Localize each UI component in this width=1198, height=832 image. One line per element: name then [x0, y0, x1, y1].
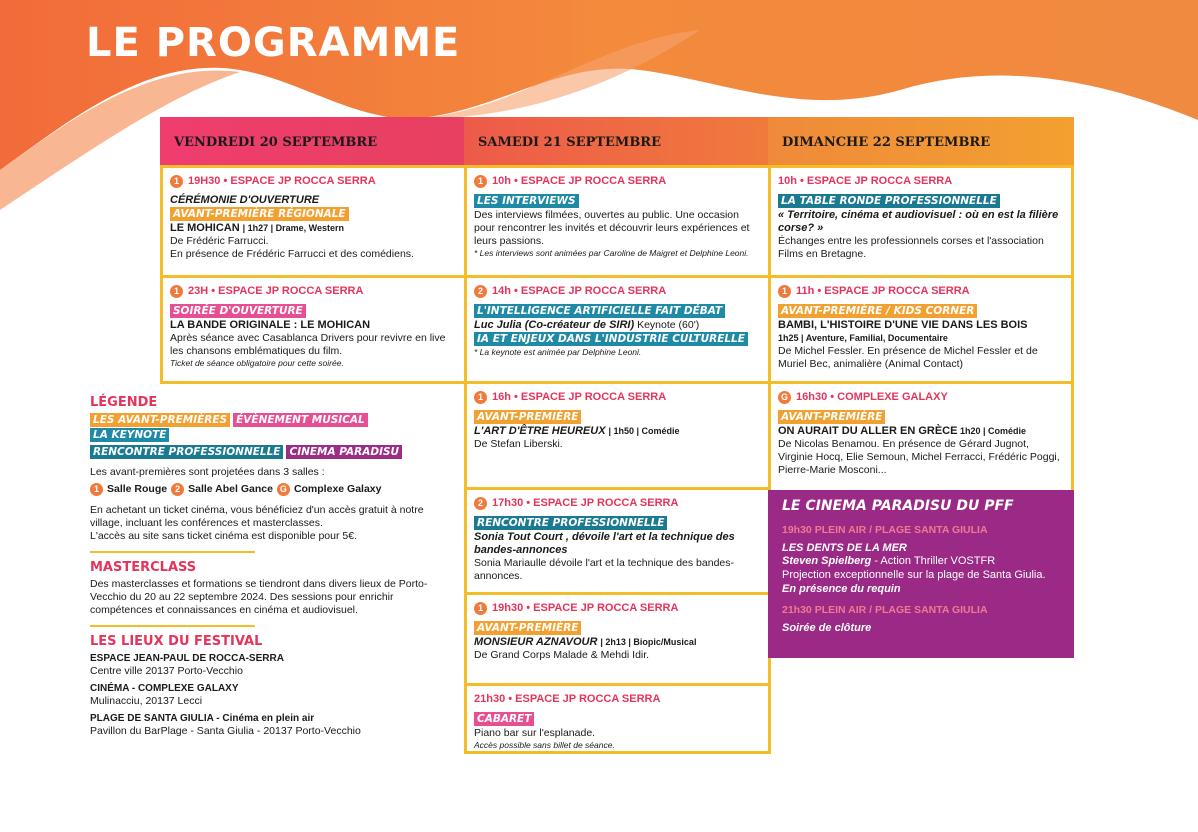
tag-avant-premiere: AVANT-PREMIÈRE — [778, 410, 885, 424]
tag-evenement-musical: CABARET — [474, 712, 534, 726]
salle-badge: 1 — [170, 285, 183, 298]
page-title: LE PROGRAMME — [86, 20, 461, 66]
salle-badge: 1 — [778, 285, 791, 298]
film-meta: 1h25 | Aventure, Familial, Documentaire — [778, 333, 948, 343]
event-sat-10h — [464, 165, 771, 278]
event-sat-2130 — [464, 683, 771, 754]
event-slot: 17h30 • ESPACE JP ROCCA SERRA — [492, 497, 679, 509]
tag-avant-premiere: AVANT-PREMIÈRE / KIDS CORNER — [778, 304, 977, 318]
salle-badge: 1 — [170, 175, 183, 188]
legend-tag-evenement-musical: ÉVÈNEMENT MUSICAL — [233, 413, 368, 427]
tag-avant-premiere: AVANT-PREMIÈRE — [474, 410, 581, 424]
salle-1-badge: 1 — [90, 483, 103, 496]
event-slot: 10h • ESPACE JP ROCCA SERRA — [492, 175, 667, 187]
event-slot: 21h30 • ESPACE JP ROCCA SERRA — [474, 693, 661, 705]
event-fri-1930 — [160, 165, 467, 278]
event-credit: De Frédéric Farrucci. — [170, 235, 269, 247]
event-slot: 19H30 • ESPACE JP ROCCA SERRA — [188, 175, 376, 187]
tag-evenement-musical: SOIRÉE D'OUVERTURE — [170, 304, 306, 318]
venue-name: CINÉMA - COMPLEXE GALAXY — [90, 683, 239, 694]
event-sat-16h — [464, 381, 771, 490]
paradisu-title: LE CINEMA PARADISU DU PFF — [782, 498, 1014, 514]
legend-tag-paradisu: CINEMA PARADISU — [286, 445, 402, 459]
event-sat-14h — [464, 275, 771, 384]
event-quote: « Territoire, cinéma et audiovisuel : où en est la filière corse? » — [778, 209, 1059, 234]
event-slot: 14h • ESPACE JP ROCCA SERRA — [492, 285, 667, 297]
paradisu-closing: Soirée de clôture — [782, 622, 872, 634]
event-sun-11h — [768, 275, 1074, 384]
event-text: De Michel Fessler. En présence de Michel Fessler et de Muriel Bec, animalière (Animal Contact) — [778, 345, 1038, 370]
event-slot: 23H • ESPACE JP ROCCA SERRA — [188, 285, 364, 297]
tag-keynote: IA ET ENJEUX DANS L'INDUSTRIE CULTURELLE — [474, 332, 748, 346]
event-slot: 16h30 • COMPLEXE GALAXY — [796, 391, 948, 403]
event-slot: 10h • ESPACE JP ROCCA SERRA — [778, 175, 953, 187]
salle-badge: 2 — [474, 497, 487, 510]
salle-badge: 1 — [474, 175, 487, 188]
paradisu-director: Steven Spielberg — [782, 555, 872, 567]
event-note: Accès possible sans billet de séance. — [474, 740, 615, 750]
venue-name: PLAGE DE SANTA GIULIA — [90, 713, 214, 724]
event-sat-1730 — [464, 487, 771, 595]
event-slot: 19h30 • ESPACE JP ROCCA SERRA — [492, 602, 679, 614]
speaker: Luc Julia (Co-créateur de SIRI) — [474, 319, 635, 331]
event-note: Ticket de séance obligatoire pour cette soirée. — [170, 358, 344, 368]
day-header-friday: VENDREDI 20 SEPTEMBRE — [160, 117, 464, 165]
venue-name: ESPACE JEAN-PAUL DE ROCCA-SERRA — [90, 653, 284, 664]
salle-badge: 1 — [474, 391, 487, 404]
paradisu-slot: 21h30 PLEIN AIR / PLAGE SANTA GIULIA — [782, 604, 988, 616]
salle-2-badge: 2 — [171, 483, 184, 496]
paradisu-text: Projection exceptionnelle sur la plage de Santa Giulia. — [782, 569, 1046, 581]
ticket-text: En achetant un ticket cinéma, vous bénéficiez d'un accès gratuit à notre village, incluant les conférences et masterclasses. — [90, 504, 424, 529]
event-text: Après séance avec Casablanca Drivers pour revivre en live les chansons emblématiques du film. — [170, 332, 446, 357]
event-credit: De Stefan Liberski. — [474, 438, 563, 450]
legend-tag-rencontre-pro: RENCONTRE PROFESSIONNELLE — [90, 445, 283, 459]
divider — [90, 625, 255, 627]
event-guests: En présence de Frédéric Farrucci et des comédiens. — [170, 248, 414, 260]
paradisu-meta: - Action Thriller VOSTFR — [871, 555, 996, 567]
salle-badge: 2 — [474, 285, 487, 298]
film-meta: | 1h50 | Comédie — [608, 426, 680, 436]
event-fri-23h — [160, 275, 467, 384]
film-title: MONSIEUR AZNAVOUR — [474, 636, 598, 648]
tag-avant-premiere: AVANT-PREMIÈRE — [474, 621, 581, 635]
tag-keynote: LES INTERVIEWS — [474, 194, 579, 208]
lieux-title: LES LIEUX DU FESTIVAL — [90, 634, 263, 649]
film-title: LA BANDE ORIGINALE : LE MOHICAN — [170, 319, 371, 331]
film-meta: | 2h13 | Biopic/Musical — [600, 637, 697, 647]
event-note: * Les interviews sont animées par Caroline de Maigret et Delphine Leoni. — [474, 248, 749, 258]
day-header-saturday: SAMEDI 21 SEPTEMBRE — [464, 117, 768, 165]
day-header-sunday: DIMANCHE 22 SEPTEMBRE — [768, 117, 1074, 165]
speaker-meta: Keynote (60') — [634, 319, 700, 331]
tag-rencontre-pro: RENCONTRE PROFESSIONNELLE — [474, 516, 667, 530]
venue-address: Mulinacciu, 20137 Lecci — [90, 695, 203, 707]
venue-extra: - Cinéma en plein air — [213, 713, 315, 724]
legend-tag-avant-premiere: LES AVANT-PREMIÈRES — [90, 413, 230, 427]
salle-3: Complexe Galaxy — [293, 483, 382, 495]
salle-3-badge: G — [277, 483, 290, 496]
sidebar-info — [90, 396, 440, 738]
legend-title: LÉGENDE — [90, 395, 158, 410]
film-title: BAMBI, L'HISTOIRE D'UNE VIE DANS LES BOIS — [778, 319, 1028, 331]
venue-address: Centre ville 20137 Porto-Vecchio — [90, 665, 243, 677]
paradisu-film: LES DENTS DE LA MER — [782, 542, 907, 554]
legend-tag-keynote: LA KEYNOTE — [90, 428, 169, 442]
event-sun-1630 — [768, 381, 1074, 493]
event-sun-10h — [768, 165, 1074, 278]
event-note: * La keynote est animée par Delphine Leoni. — [474, 347, 642, 357]
event-text: Des interviews filmées, ouvertes au public. Une occasion pour rencontrer les invités et découvrir leurs expériences et leurs passions. — [474, 209, 750, 247]
masterclass-text: Des masterclasses et formations se tiendront dans divers lieux de Porto-Vecchio du 20 au 22 septembre 2024. Des sessions pour enrichir compétences et connaissances en cinéma et audiovisuel. — [90, 578, 428, 616]
event-text: Piano bar sur l'esplanade. — [474, 727, 596, 739]
paradisu-extra: En présence du requin — [782, 583, 901, 595]
event-slot: 11h • ESPACE JP ROCCA SERRA — [796, 285, 970, 297]
event-text: De Nicolas Benamou. En présence de Gérard Jugnot, Virginie Hocq, Elie Semoun, Michel Ferracci, Frédéric Poggi, Pierre-Marie Mosconi... — [778, 438, 1060, 476]
event-text: Sonia Mariaulle dévoile l'art et la technique des bandes-annonces. — [474, 557, 734, 582]
film-title: ON AURAIT DU ALLER EN GRÈCE — [778, 425, 958, 437]
tag-avant-premiere: AVANT-PREMIÈRE RÉGIONALE — [170, 207, 349, 221]
event-sat-1930 — [464, 592, 771, 686]
film-title: L'ART D'ÊTRE HEUREUX — [474, 425, 606, 437]
venue-address: Pavillon du BarPlage - Santa Giulia - 20137 Porto-Vecchio — [90, 725, 361, 737]
tag-rencontre-pro: LA TABLE RONDE PROFESSIONNELLE — [778, 194, 1000, 208]
masterclass-title: MASTERCLASS — [90, 560, 197, 575]
speaker: Sonia Tout Court , dévoile l'art et la technique des bandes-annonces — [474, 531, 735, 556]
event-text: Échanges entre les professionnels corses et l'association Films en Bretagne. — [778, 235, 1044, 260]
film-title: LE MOHICAN — [170, 222, 240, 234]
salle-1: Salle Rouge — [107, 483, 168, 495]
divider — [90, 551, 255, 553]
event-title: CÉRÉMONIE D'OUVERTURE — [170, 194, 320, 206]
paradisu-slot: 19h30 PLEIN AIR / PLAGE SANTA GIULIA — [782, 524, 988, 536]
salle-2: Salle Abel Gance — [188, 483, 273, 495]
salles-intro: Les avant-premières sont projetées dans 3 salles : — [90, 466, 325, 478]
access-text: L'accès au site sans ticket cinéma est disponible pour 5€. — [90, 530, 357, 542]
tag-keynote: L'INTELLIGENCE ARTIFICIELLE FAIT DÉBAT — [474, 304, 725, 318]
salle-badge: 1 — [474, 602, 487, 615]
event-slot: 16h • ESPACE JP ROCCA SERRA — [492, 391, 667, 403]
film-meta: | 1h27 | Drame, Western — [242, 223, 345, 233]
film-meta: 1h20 | Comédie — [957, 426, 1027, 436]
event-credit: De Grand Corps Malade & Mehdi Idir. — [474, 649, 650, 661]
salle-badge: G — [778, 391, 791, 404]
cinema-paradisu-box — [768, 490, 1074, 658]
